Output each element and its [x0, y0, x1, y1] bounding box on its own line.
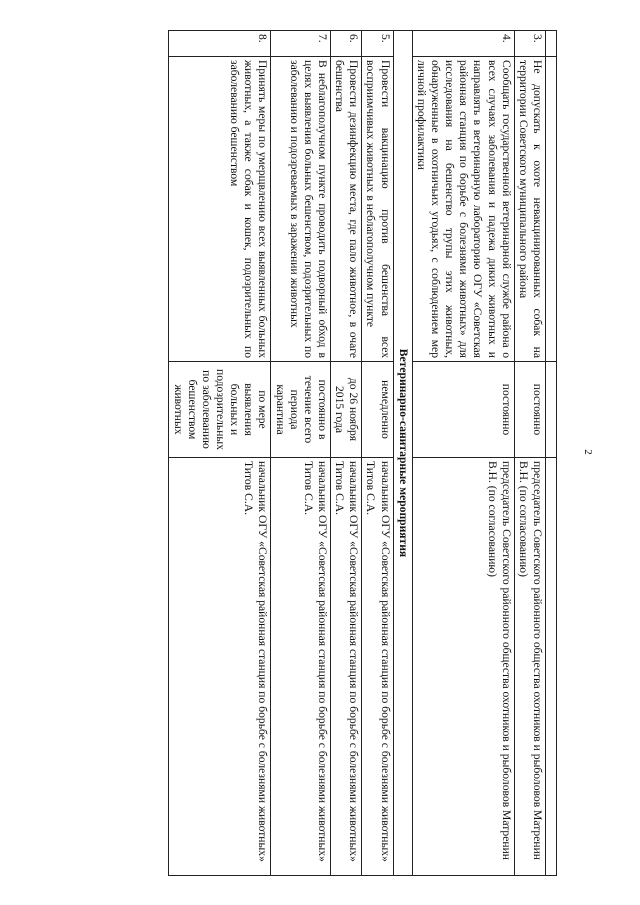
- table-row: [331, 31, 362, 876]
- measures-table: [168, 30, 557, 876]
- table-row-continuation: [546, 31, 557, 876]
- row-number: 6.: [331, 31, 362, 57]
- row-number: 4.: [412, 31, 514, 57]
- row-action: Провести вакцинацию против бешенства всех восприимчивых животных в неблагополучном пункте: [362, 57, 393, 362]
- row-action: Сообщать государственной ветеринарной службе района о всех случаях заболевания и падежа диких животных и направлять в ветеринарную лабораторию ОГУ «Советская районная станция по борьбе с болезнями животных» для исследования на бешенство трупы этих животных, обнаруженные в охотничьих угодьях, с соблюдением мер личной профилактики: [412, 57, 514, 362]
- row-responsible: председатель Советского районного общества охотников и рыболовов Матренин В.Н. (по согласованию): [514, 458, 545, 876]
- table-row: [362, 31, 393, 876]
- row-responsible: начальник ОГУ «Советская районная станция по борьбе с болезнями животных» Титов С.А.: [271, 458, 331, 876]
- row-term: постоянно: [514, 362, 545, 458]
- rotated-document: [37, 30, 557, 875]
- row-term: постоянно в течение всего периода карантина: [271, 362, 331, 458]
- row-responsible: начальник ОГУ «Советская районная станция по борьбе с болезнями животных» Титов С.А.: [169, 458, 271, 876]
- row-action: Провести дезинфекцию места, где пало животное, в очаге бешенства: [331, 57, 362, 362]
- row-term: до 26 ноября 2015 года: [331, 362, 362, 458]
- table-row: [514, 31, 545, 876]
- row-action: Принять меры по умерщвлению всех выявленных больных животных, а также собак и кошек, подозрительных по заболеванию бешенством: [169, 57, 271, 362]
- row-number: 7.: [271, 31, 331, 57]
- row-term: постоянно: [412, 362, 514, 458]
- row-responsible: председатель Советского районного общества охотников и рыболовов Матренин В.Н. (по согласованию): [412, 458, 514, 876]
- table-row: [412, 31, 514, 876]
- section-title: Ветеринарно-санитарные мероприятия: [393, 31, 412, 876]
- row-responsible: начальник ОГУ «Советская районная станция по борьбе с болезнями животных» Титов С.А.: [362, 458, 393, 876]
- page-number: 2: [581, 449, 594, 455]
- row-number: 5.: [362, 31, 393, 57]
- row-number: 8.: [169, 31, 271, 57]
- table-row: [169, 31, 271, 876]
- row-term: немедленно: [362, 362, 393, 458]
- table-row: [271, 31, 331, 876]
- row-action: В неблагополучном пункте проводить подворный обход в целях выявления больных бешенством, подозрительных по заболеванию и подозреваемых в заражении животных: [271, 57, 331, 362]
- row-term: по мере выявления больных и подозрительных по заболеванию бешенством животных: [169, 362, 271, 458]
- section-header-row: [393, 31, 412, 876]
- row-responsible: начальник ОГУ «Советская районная станция по борьбе с болезнями животных» Титов С.А.: [331, 458, 362, 876]
- row-action: Не допускать к охоте невакцинированных собак на территории Советского муниципального района: [514, 57, 545, 362]
- row-number: 3.: [514, 31, 545, 57]
